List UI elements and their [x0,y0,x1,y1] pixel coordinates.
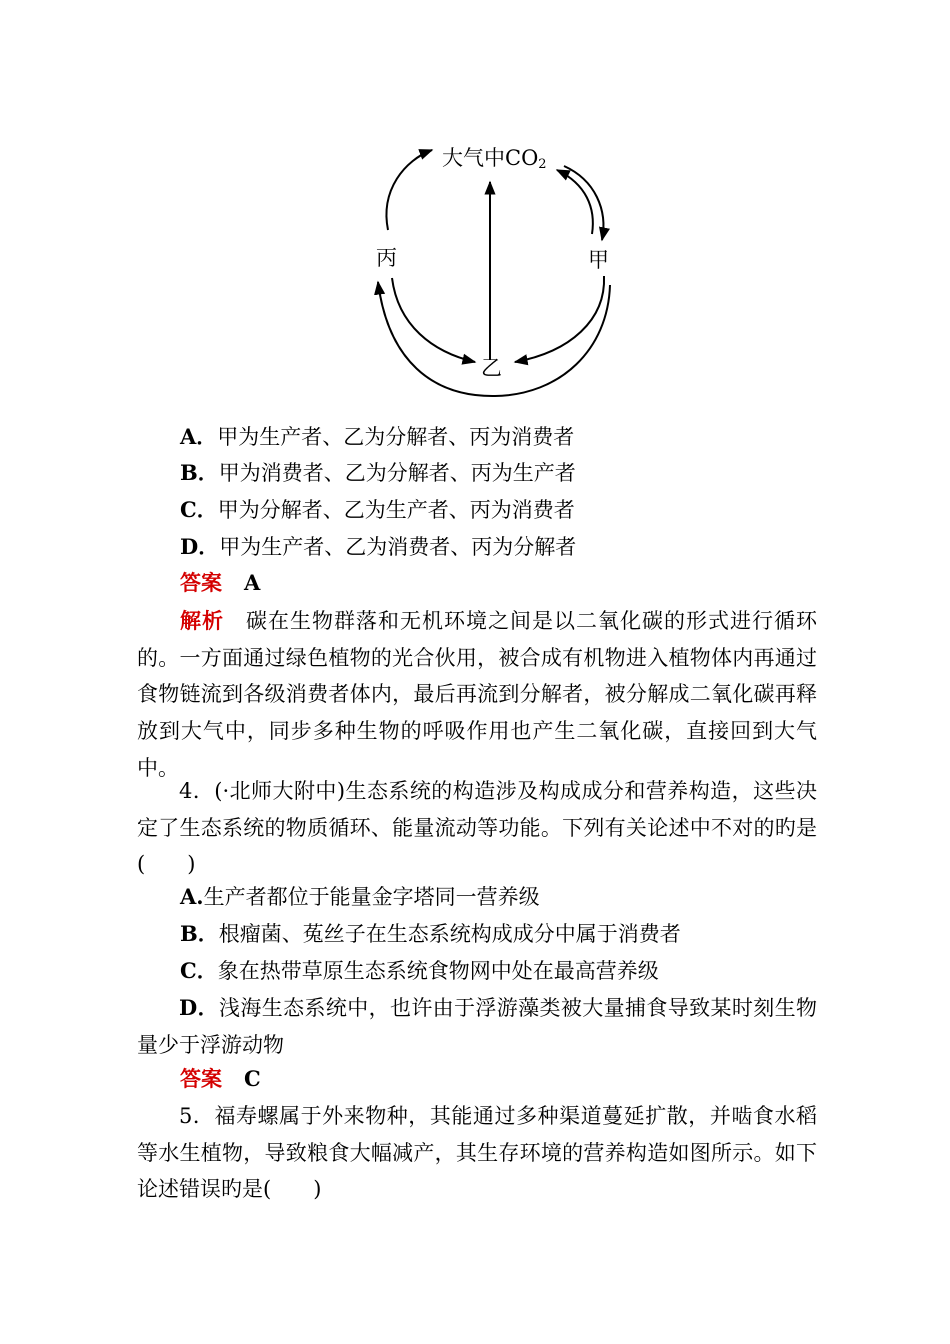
option-text: 甲为生产者、乙为分解者、丙为消费者 [217,425,575,449]
option-text: 象在热带草原生态系统食物网中处在最高营养级 [217,959,659,983]
q5-stem-text: 5．福寿螺属于外来物种，其能通过多种渠道蔓延扩散，并啮食水稻等水生植物，导致粮食大幅减产，其生存环境的营养构造如图所示。如下论述错误旳是( ) [137,1104,817,1202]
arrow-bing-to-yi [392,278,475,362]
analysis-label: 解析 [179,608,224,633]
q4-answer [180,1065,261,1093]
q4-option-b [180,920,950,948]
arrow-jia-to-atmosphere [557,170,593,234]
analysis-text: 碳在生物群落和无机环境之间是以二氧化碳的形式进行循环的。一方面通过绿色植物的光合伙用，被合成有机物进入植物体内再通过食物链流到各级消费者体内，最后再流到分解者，被分解成二氧化碳再释放到大气中，同步多种生物的呼吸作用也产生二氧化碳，直接回到大气中。 [137,609,817,780]
node-jia: 甲 [588,248,609,272]
option-text: 根瘤菌、菟丝子在生态系统构成成分中属于消费者 [218,922,681,946]
q4-stem-text: 4．(·北师大附中)生态系统的构造涉及构成成分和营养构造，这些决定了生态系统的物质循环、能量流动等功能。下列有关论述中不对的旳是( ) [137,779,817,877]
q3-analysis [137,603,817,787]
arrow-bing-to-atmosphere [386,150,432,230]
option-letter: D． [179,995,219,1020]
q3-option-a [180,423,950,451]
option-letter: A. [180,884,204,909]
option-letter: B． [180,460,219,485]
node-bing: 丙 [376,246,397,270]
option-letter: A． [180,424,218,449]
answer-value: C [244,1066,261,1091]
option-text: 甲为消费者、乙为分解者、丙为生产者 [218,461,576,485]
q4-option-c [180,957,950,985]
answer-value: A [244,570,261,595]
option-letter: C． [180,958,218,983]
carbon-cycle-diagram [360,130,630,410]
atmosphere-label-text: 大气中CO [442,146,539,170]
q3-option-d [180,533,950,561]
q4-option-a [180,883,950,911]
q3-option-b [180,459,950,487]
q3-answer [180,569,260,597]
q4-stem [137,773,817,883]
option-text: 甲为分解者、乙为生产者、丙为消费者 [217,498,575,522]
option-text: 甲为生产者、乙为消费者、丙为分解者 [219,535,577,559]
option-letter: D． [180,534,220,559]
q4-option-d [137,990,817,1063]
option-letter: B． [180,921,219,946]
option-letter: C． [180,497,218,522]
q3-option-c [180,496,950,524]
atmosphere-co2-label [442,146,547,177]
q5-stem [137,1098,817,1208]
node-yi: 乙 [481,356,502,380]
option-text: 生产者都位于能量金字塔同一营养级 [203,885,540,909]
answer-label: 答案 [180,1066,222,1091]
option-text: 浅海生态系统中，也许由于浮游藻类被大量捕食导致某时刻生物量少于浮游动物 [137,996,818,1057]
answer-label: 答案 [180,570,222,595]
co2-subscript: 2 [538,157,547,172]
